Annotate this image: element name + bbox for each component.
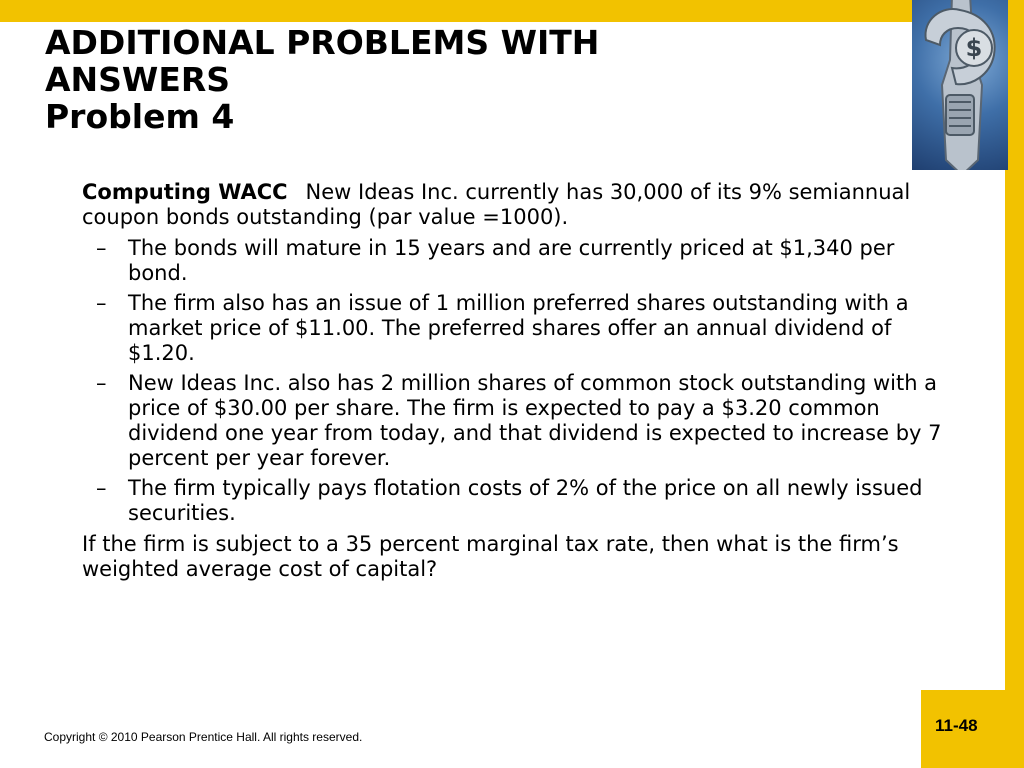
title-line-3: Problem 4 bbox=[45, 97, 235, 136]
intro-text: New Ideas Inc. currently has 30,000 of its 9% semiannual coupon bonds outstanding (par value =1000). bbox=[82, 180, 911, 229]
dash-marker: – bbox=[96, 236, 107, 260]
intro-paragraph bbox=[82, 180, 942, 230]
list-item bbox=[82, 291, 942, 366]
bullet-text: New Ideas Inc. also has 2 million shares of common stock outstanding with a price of $30.00 per share. The firm is expected to pay a $3.20 common dividend one year from today, and that dividend is expected to increase by 7 percent per year forever. bbox=[128, 371, 942, 470]
bullet-text: The bonds will mature in 15 years and are currently priced at $1,340 per bond. bbox=[128, 236, 895, 285]
copyright-notice: Copyright © 2010 Pearson Prentice Hall. All rights reserved. bbox=[44, 730, 363, 744]
dash-marker: – bbox=[96, 476, 107, 500]
dash-marker: – bbox=[96, 291, 107, 315]
dash-marker: – bbox=[96, 371, 107, 395]
svg-text:$: $ bbox=[965, 34, 983, 62]
list-item bbox=[82, 371, 942, 471]
title-line-2: ANSWERS bbox=[45, 60, 231, 99]
bullet-text: The firm typically pays flotation costs of 2% of the price on all newly issued securities. bbox=[128, 476, 923, 525]
slide-title bbox=[45, 24, 905, 135]
wrench-dollar-icon bbox=[912, 0, 1008, 170]
list-item bbox=[82, 236, 942, 286]
page-number: 11-48 bbox=[935, 716, 978, 735]
top-accent-bar bbox=[0, 0, 1024, 22]
slide-body bbox=[82, 180, 942, 588]
bullet-list bbox=[82, 236, 942, 526]
list-item bbox=[82, 476, 942, 526]
closing-paragraph: If the firm is subject to a 35 percent marginal tax rate, then what is the firm’s weighted average cost of capital? bbox=[82, 532, 899, 581]
title-line-1: ADDITIONAL PROBLEMS WITH bbox=[45, 23, 600, 62]
bullet-text: The firm also has an issue of 1 million preferred shares outstanding with a market price of $11.00. The preferred shares offer an annual dividend of $1.20. bbox=[128, 291, 909, 365]
intro-heading: Computing WACC bbox=[82, 180, 288, 204]
